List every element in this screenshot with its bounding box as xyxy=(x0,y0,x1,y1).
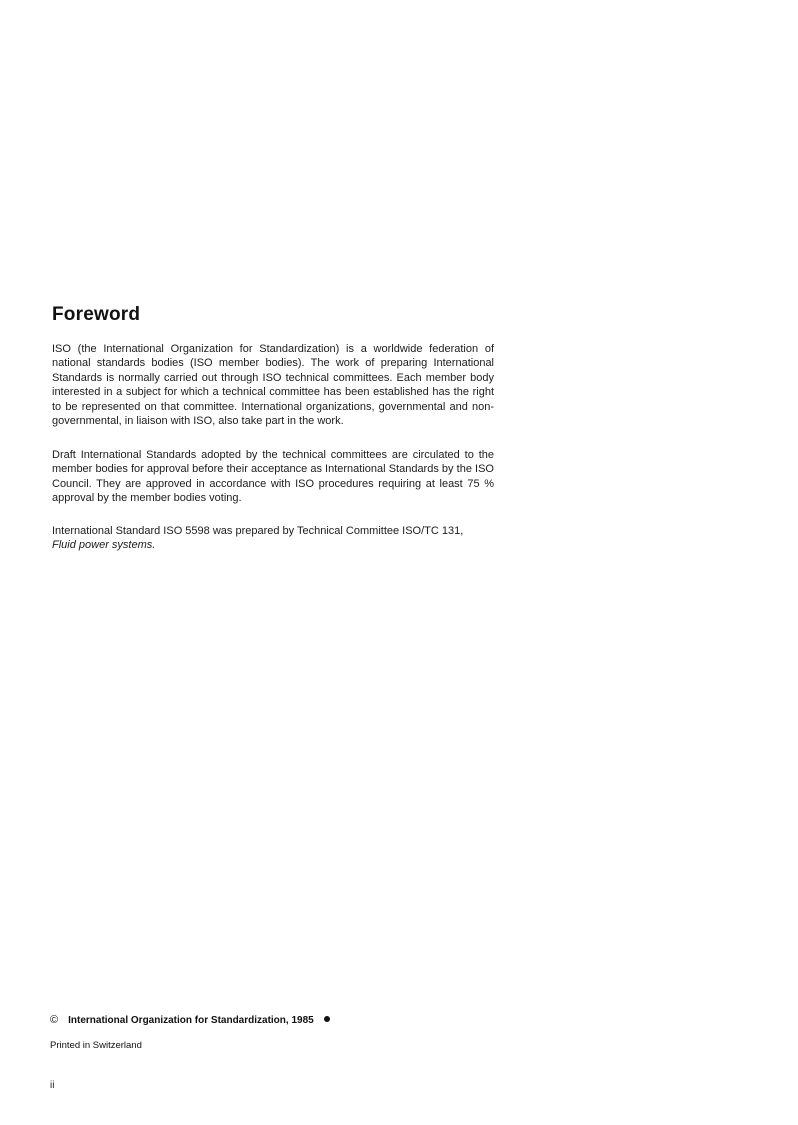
copyright-icon: © xyxy=(50,1014,59,1026)
foreword-paragraph-1: ISO (the International Organization for Standardization) is a worldwide federation of national standards bodies (ISO member bodies). The work of preparing International Standards is normally carried out through ISO technical committees. Each member body interested in a subject for which a technical committee has been established has the right to be represented on that committee. International organizations, governmental and non-governmental, in liaison with ISO, also take part in the work. xyxy=(52,343,494,428)
foreword-paragraph-3 xyxy=(52,524,494,553)
foreword-paragraph-2: Draft International Standards adopted by the technical committees are circulated to the member bodies for approval before their acceptance as International Standards by the ISO Council. They are approved in accordance with ISO procedures requiring at least 75 % approval by the member bodies voting. xyxy=(52,449,494,505)
standard-preparation-text: International Standard ISO 5598 was prepared by Technical Committee ISO/TC 131, xyxy=(52,525,464,537)
page-number: ii xyxy=(50,1080,55,1091)
printed-location: Printed in Switzerland xyxy=(50,1040,142,1051)
section-heading: Foreword xyxy=(52,304,141,325)
bullet-icon xyxy=(324,1016,330,1022)
copyright-text: International Organization for Standardization, 1985 xyxy=(68,1015,314,1026)
copyright-line xyxy=(50,1014,330,1026)
committee-title: Fluid power systems. xyxy=(52,539,156,552)
